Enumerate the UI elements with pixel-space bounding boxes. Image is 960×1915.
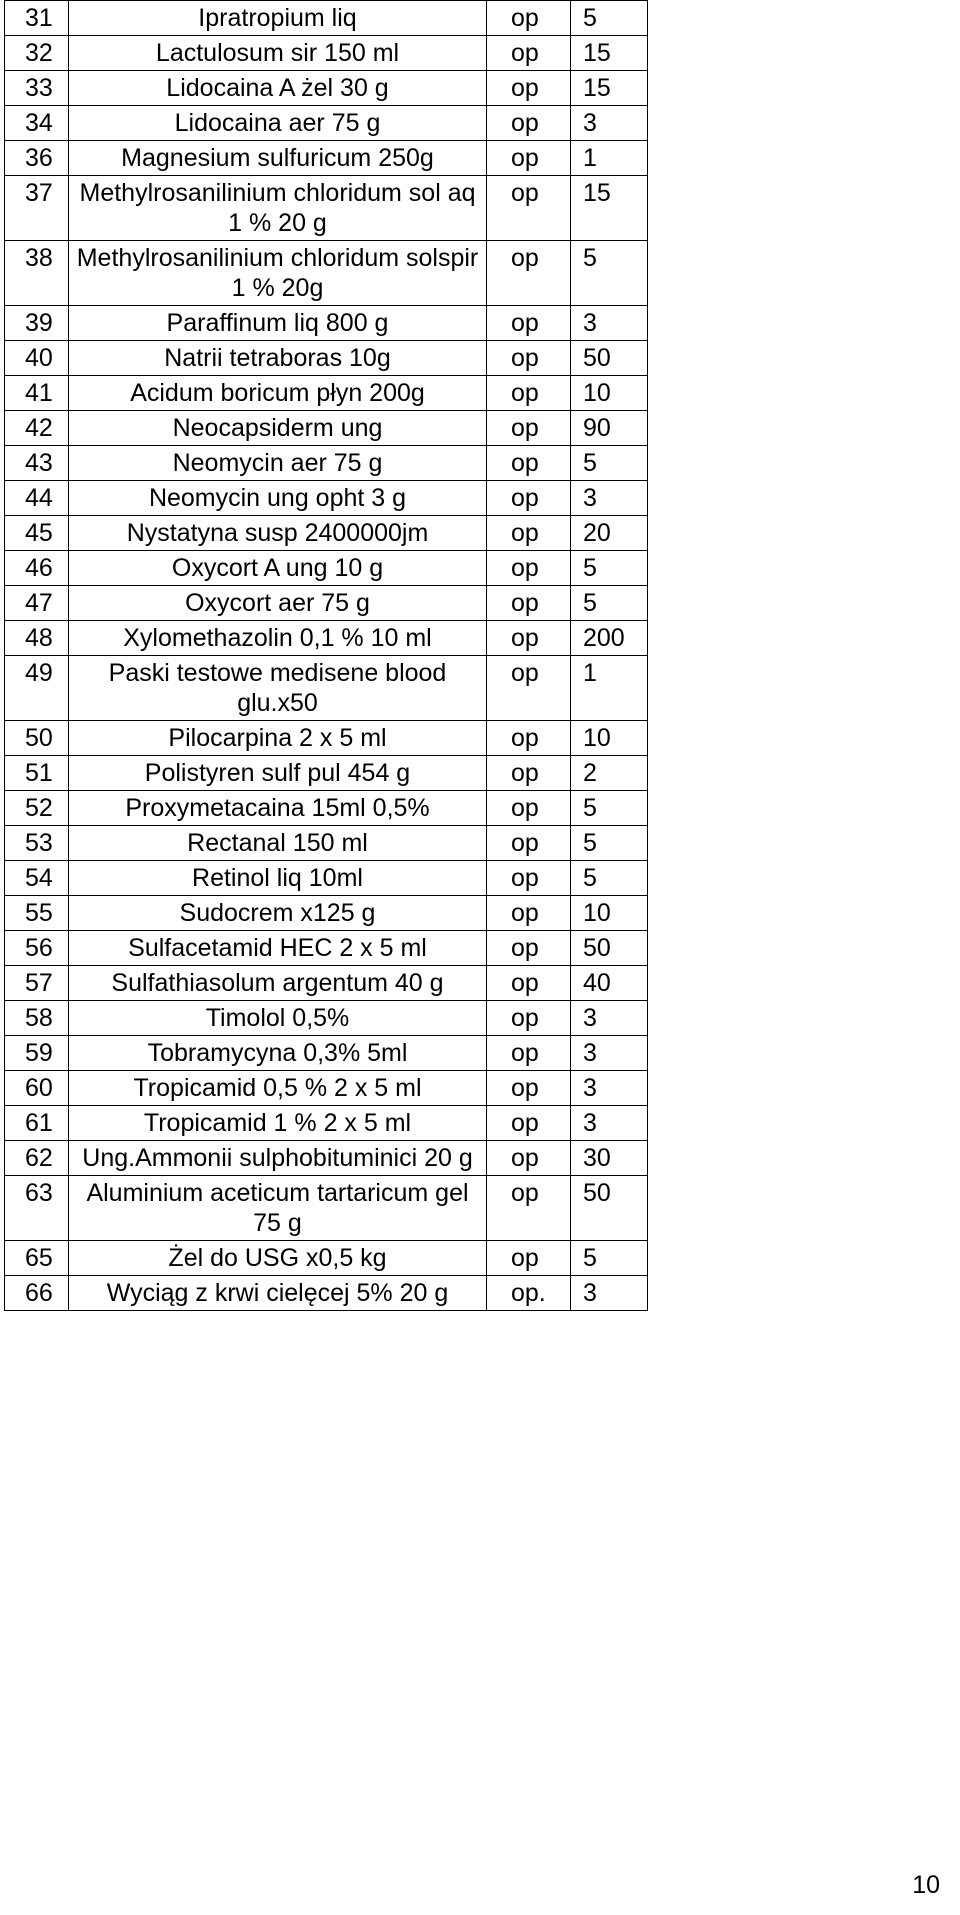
unit-cell: op bbox=[487, 481, 571, 516]
product-name-cell: Wyciąg z krwi cielęcej 5% 20 g bbox=[69, 1276, 487, 1311]
table-row bbox=[5, 1036, 648, 1071]
row-number-cell: 53 bbox=[5, 826, 69, 861]
row-number-cell: 45 bbox=[5, 516, 69, 551]
row-number-cell: 31 bbox=[5, 1, 69, 36]
table-row bbox=[5, 376, 648, 411]
quantity-cell: 3 bbox=[571, 1001, 648, 1036]
product-name-cell: Xylomethazolin 0,1 % 10 ml bbox=[69, 621, 487, 656]
row-number-cell: 46 bbox=[5, 551, 69, 586]
table-row bbox=[5, 931, 648, 966]
unit-cell: op bbox=[487, 36, 571, 71]
quantity-cell: 3 bbox=[571, 1036, 648, 1071]
unit-cell: op bbox=[487, 621, 571, 656]
unit-cell: op bbox=[487, 141, 571, 176]
quantity-cell: 10 bbox=[571, 896, 648, 931]
table-row bbox=[5, 306, 648, 341]
product-name-cell: Paraffinum liq 800 g bbox=[69, 306, 487, 341]
unit-cell: op bbox=[487, 516, 571, 551]
unit-cell: op bbox=[487, 1, 571, 36]
page-number: 10 bbox=[912, 1871, 940, 1899]
row-number-cell: 32 bbox=[5, 36, 69, 71]
table-row bbox=[5, 756, 648, 791]
quantity-cell: 5 bbox=[571, 826, 648, 861]
table-row bbox=[5, 1141, 648, 1176]
quantity-cell: 15 bbox=[571, 176, 648, 241]
table-row bbox=[5, 551, 648, 586]
row-number-cell: 59 bbox=[5, 1036, 69, 1071]
row-number-cell: 62 bbox=[5, 1141, 69, 1176]
table-row bbox=[5, 516, 648, 551]
product-name-cell: Methylrosanilinium chloridum sol aq 1 % 20 g bbox=[69, 176, 487, 241]
product-name-cell: Neomycin aer 75 g bbox=[69, 446, 487, 481]
product-name-cell: Magnesium sulfuricum 250g bbox=[69, 141, 487, 176]
quantity-cell: 3 bbox=[571, 1276, 648, 1311]
table-row bbox=[5, 446, 648, 481]
unit-cell: op bbox=[487, 826, 571, 861]
table-row bbox=[5, 721, 648, 756]
unit-cell: op bbox=[487, 966, 571, 1001]
unit-cell: op bbox=[487, 1176, 571, 1241]
table-row bbox=[5, 826, 648, 861]
quantity-cell: 3 bbox=[571, 1106, 648, 1141]
quantity-cell: 15 bbox=[571, 36, 648, 71]
unit-cell: op bbox=[487, 71, 571, 106]
row-number-cell: 55 bbox=[5, 896, 69, 931]
quantity-cell: 3 bbox=[571, 1071, 648, 1106]
product-name-cell: Tropicamid 1 % 2 x 5 ml bbox=[69, 1106, 487, 1141]
unit-cell: op bbox=[487, 376, 571, 411]
product-name-cell: Oxycort aer 75 g bbox=[69, 586, 487, 621]
unit-cell: op bbox=[487, 306, 571, 341]
row-number-cell: 57 bbox=[5, 966, 69, 1001]
unit-cell: op bbox=[487, 1071, 571, 1106]
product-name-cell: Oxycort A ung 10 g bbox=[69, 551, 487, 586]
quantity-cell: 2 bbox=[571, 756, 648, 791]
row-number-cell: 63 bbox=[5, 1176, 69, 1241]
unit-cell: op bbox=[487, 1141, 571, 1176]
table-row bbox=[5, 1176, 648, 1241]
table-row bbox=[5, 896, 648, 931]
quantity-cell: 50 bbox=[571, 1176, 648, 1241]
unit-cell: op bbox=[487, 791, 571, 826]
quantity-cell: 200 bbox=[571, 621, 648, 656]
unit-cell: op bbox=[487, 341, 571, 376]
quantity-cell: 50 bbox=[571, 931, 648, 966]
product-table bbox=[4, 0, 648, 1311]
product-name-cell: Lidocaina A żel 30 g bbox=[69, 71, 487, 106]
row-number-cell: 54 bbox=[5, 861, 69, 896]
table-row bbox=[5, 621, 648, 656]
table-row bbox=[5, 106, 648, 141]
table-row bbox=[5, 586, 648, 621]
quantity-cell: 10 bbox=[571, 721, 648, 756]
product-table-body bbox=[5, 1, 648, 1311]
table-row bbox=[5, 1276, 648, 1311]
row-number-cell: 48 bbox=[5, 621, 69, 656]
product-name-cell: Neomycin ung opht 3 g bbox=[69, 481, 487, 516]
unit-cell: op bbox=[487, 1106, 571, 1141]
table-row bbox=[5, 1241, 648, 1276]
quantity-cell: 5 bbox=[571, 1, 648, 36]
table-row bbox=[5, 36, 648, 71]
product-name-cell: Tropicamid 0,5 % 2 x 5 ml bbox=[69, 1071, 487, 1106]
unit-cell: op bbox=[487, 551, 571, 586]
quantity-cell: 3 bbox=[571, 481, 648, 516]
row-number-cell: 65 bbox=[5, 1241, 69, 1276]
row-number-cell: 33 bbox=[5, 71, 69, 106]
unit-cell: op bbox=[487, 241, 571, 306]
row-number-cell: 66 bbox=[5, 1276, 69, 1311]
product-name-cell: Paski testowe medisene blood glu.x50 bbox=[69, 656, 487, 721]
unit-cell: op bbox=[487, 656, 571, 721]
row-number-cell: 51 bbox=[5, 756, 69, 791]
row-number-cell: 43 bbox=[5, 446, 69, 481]
quantity-cell: 30 bbox=[571, 1141, 648, 1176]
row-number-cell: 52 bbox=[5, 791, 69, 826]
product-name-cell: Sulfathiasolum argentum 40 g bbox=[69, 966, 487, 1001]
table-row bbox=[5, 861, 648, 896]
row-number-cell: 58 bbox=[5, 1001, 69, 1036]
product-name-cell: Żel do USG x0,5 kg bbox=[69, 1241, 487, 1276]
product-name-cell: Sudocrem x125 g bbox=[69, 896, 487, 931]
row-number-cell: 60 bbox=[5, 1071, 69, 1106]
unit-cell: op bbox=[487, 586, 571, 621]
quantity-cell: 5 bbox=[571, 586, 648, 621]
quantity-cell: 15 bbox=[571, 71, 648, 106]
product-name-cell: Lidocaina aer 75 g bbox=[69, 106, 487, 141]
row-number-cell: 47 bbox=[5, 586, 69, 621]
row-number-cell: 38 bbox=[5, 241, 69, 306]
quantity-cell: 5 bbox=[571, 1241, 648, 1276]
quantity-cell: 5 bbox=[571, 551, 648, 586]
product-name-cell: Nystatyna susp 2400000jm bbox=[69, 516, 487, 551]
unit-cell: op bbox=[487, 176, 571, 241]
product-name-cell: Polistyren sulf pul 454 g bbox=[69, 756, 487, 791]
quantity-cell: 50 bbox=[571, 341, 648, 376]
quantity-cell: 10 bbox=[571, 376, 648, 411]
product-name-cell: Timolol 0,5% bbox=[69, 1001, 487, 1036]
product-name-cell: Natrii tetraboras 10g bbox=[69, 341, 487, 376]
product-name-cell: Neocapsiderm ung bbox=[69, 411, 487, 446]
row-number-cell: 39 bbox=[5, 306, 69, 341]
table-row bbox=[5, 341, 648, 376]
unit-cell: op bbox=[487, 106, 571, 141]
table-row bbox=[5, 1071, 648, 1106]
table-row bbox=[5, 966, 648, 1001]
row-number-cell: 61 bbox=[5, 1106, 69, 1141]
product-name-cell: Ipratropium liq bbox=[69, 1, 487, 36]
unit-cell: op bbox=[487, 1036, 571, 1071]
unit-cell: op bbox=[487, 721, 571, 756]
row-number-cell: 44 bbox=[5, 481, 69, 516]
quantity-cell: 5 bbox=[571, 791, 648, 826]
table-row bbox=[5, 1106, 648, 1141]
product-name-cell: Sulfacetamid HEC 2 x 5 ml bbox=[69, 931, 487, 966]
product-name-cell: Lactulosum sir 150 ml bbox=[69, 36, 487, 71]
quantity-cell: 1 bbox=[571, 141, 648, 176]
unit-cell: op bbox=[487, 861, 571, 896]
quantity-cell: 5 bbox=[571, 861, 648, 896]
quantity-cell: 40 bbox=[571, 966, 648, 1001]
product-name-cell: Tobramycyna 0,3% 5ml bbox=[69, 1036, 487, 1071]
table-row bbox=[5, 1001, 648, 1036]
product-name-cell: Aluminium aceticum tartaricum gel 75 g bbox=[69, 1176, 487, 1241]
table-row bbox=[5, 791, 648, 826]
row-number-cell: 50 bbox=[5, 721, 69, 756]
row-number-cell: 37 bbox=[5, 176, 69, 241]
quantity-cell: 90 bbox=[571, 411, 648, 446]
row-number-cell: 36 bbox=[5, 141, 69, 176]
product-name-cell: Ung.Ammonii sulphobituminici 20 g bbox=[69, 1141, 487, 1176]
table-row bbox=[5, 1, 648, 36]
unit-cell: op bbox=[487, 756, 571, 791]
row-number-cell: 42 bbox=[5, 411, 69, 446]
row-number-cell: 40 bbox=[5, 341, 69, 376]
row-number-cell: 34 bbox=[5, 106, 69, 141]
table-row bbox=[5, 141, 648, 176]
quantity-cell: 3 bbox=[571, 106, 648, 141]
unit-cell: op bbox=[487, 931, 571, 966]
table-row bbox=[5, 176, 648, 241]
product-name-cell: Retinol liq 10ml bbox=[69, 861, 487, 896]
quantity-cell: 5 bbox=[571, 241, 648, 306]
unit-cell: op bbox=[487, 896, 571, 931]
product-name-cell: Acidum boricum płyn 200g bbox=[69, 376, 487, 411]
table-row bbox=[5, 71, 648, 106]
unit-cell: op bbox=[487, 411, 571, 446]
quantity-cell: 1 bbox=[571, 656, 648, 721]
quantity-cell: 3 bbox=[571, 306, 648, 341]
table-row bbox=[5, 241, 648, 306]
table-row bbox=[5, 656, 648, 721]
table-row bbox=[5, 411, 648, 446]
unit-cell: op. bbox=[487, 1276, 571, 1311]
unit-cell: op bbox=[487, 1241, 571, 1276]
table-row bbox=[5, 481, 648, 516]
product-name-cell: Rectanal 150 ml bbox=[69, 826, 487, 861]
row-number-cell: 49 bbox=[5, 656, 69, 721]
quantity-cell: 20 bbox=[571, 516, 648, 551]
row-number-cell: 56 bbox=[5, 931, 69, 966]
product-name-cell: Pilocarpina 2 x 5 ml bbox=[69, 721, 487, 756]
product-name-cell: Proxymetacaina 15ml 0,5% bbox=[69, 791, 487, 826]
unit-cell: op bbox=[487, 446, 571, 481]
quantity-cell: 5 bbox=[571, 446, 648, 481]
product-name-cell: Methylrosanilinium chloridum solspir 1 % 20g bbox=[69, 241, 487, 306]
unit-cell: op bbox=[487, 1001, 571, 1036]
row-number-cell: 41 bbox=[5, 376, 69, 411]
